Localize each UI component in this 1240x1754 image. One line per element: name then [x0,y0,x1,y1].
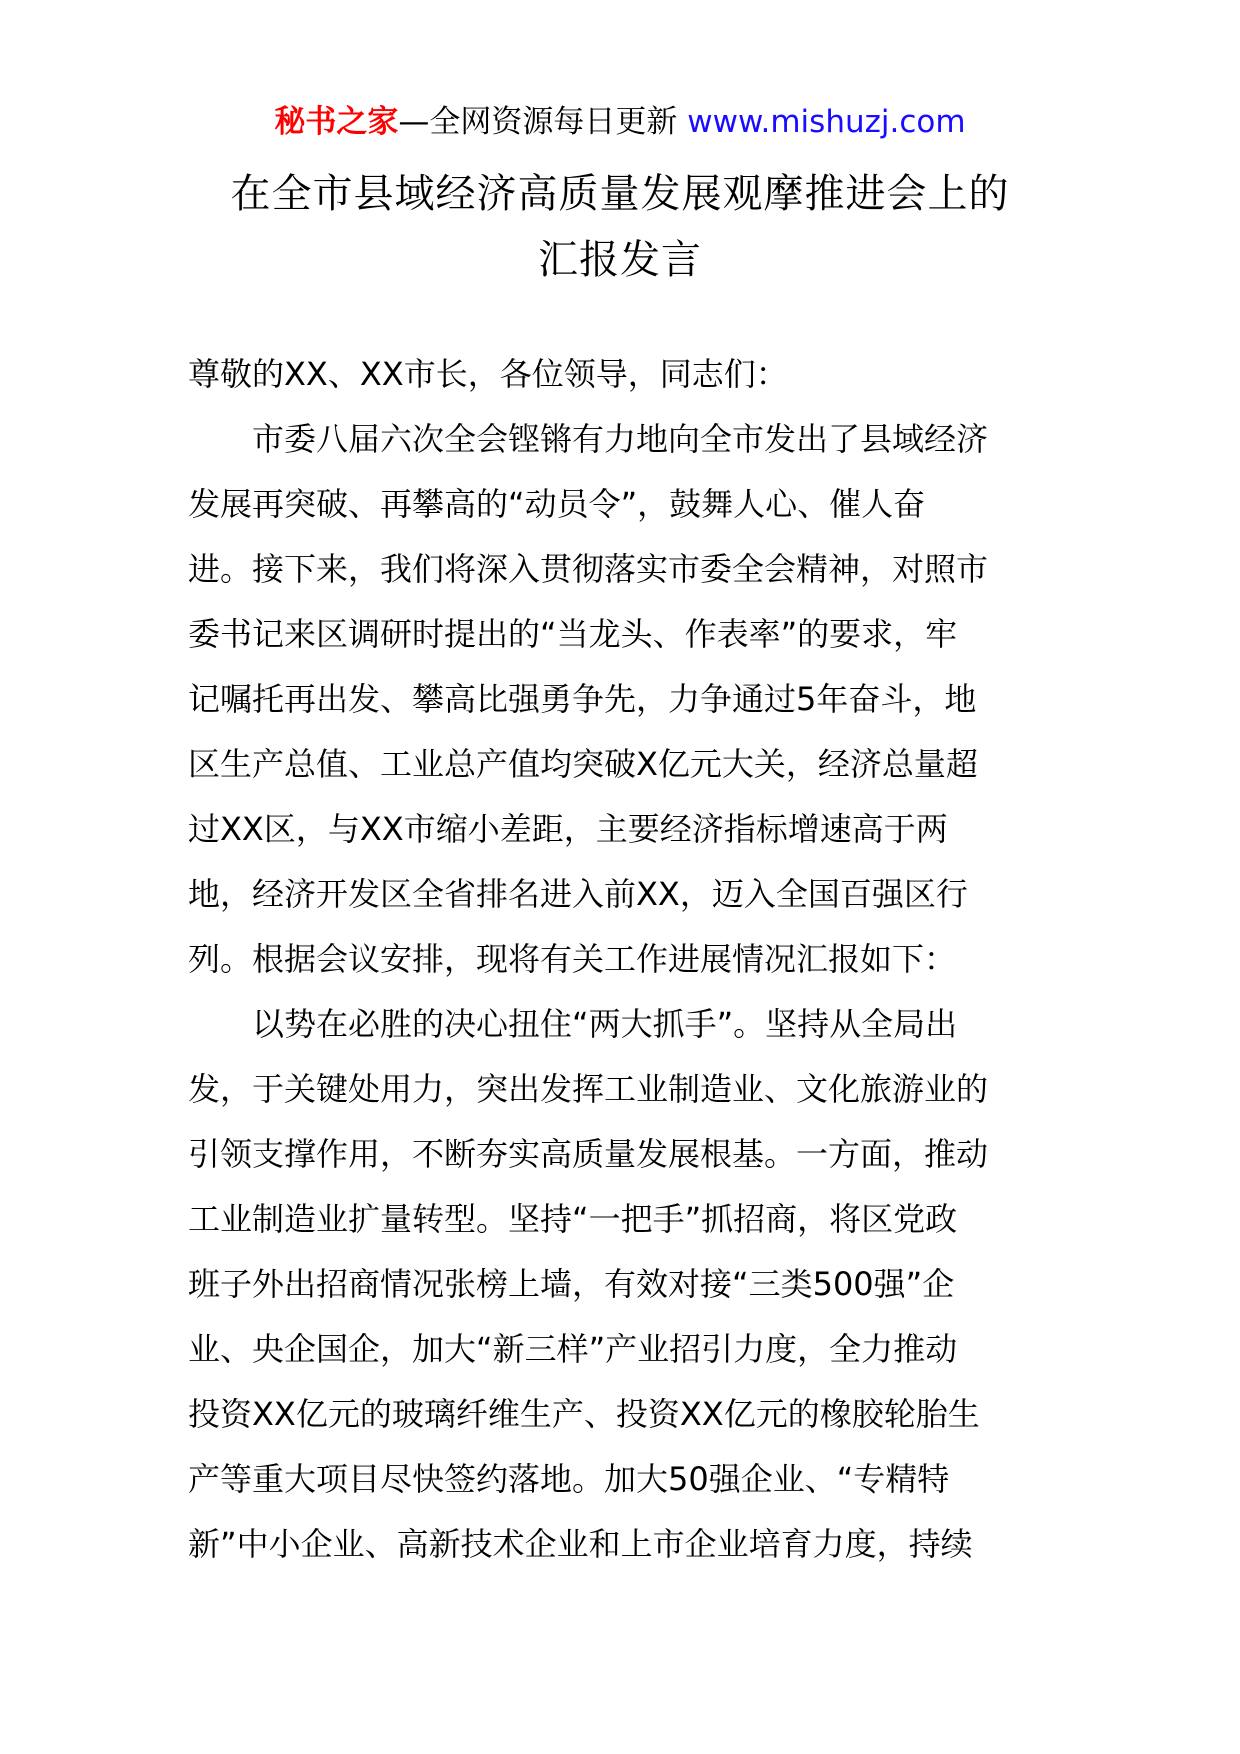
body-line: 班子外出招商情况张榜上墙，有效对接“三类500强”企 [188,1265,955,1303]
body-line: 以势在必胜的决心扭住“两大抓手”。坚持从全局出 [188,1005,958,1043]
body-line: 投资XX亿元的玻璃纤维生产、投资XX亿元的橡胶轮胎生 [188,1395,980,1433]
body-line: 市委八届六次全会铿锵有力地向全市发出了县域经济 [188,420,989,458]
site-header [0,100,1240,144]
body-line: 委书记来区调研时提出的“当龙头、作表率”的要求，牢 [188,615,958,653]
body-line: 列。根据会议安排，现将有关工作进展情况汇报如下： [188,940,957,978]
body-line: 尊敬的XX、XX市长，各位领导，同志们： [188,355,788,393]
body-line: 发，于关键处用力，突出发挥工业制造业、文化旅游业的 [188,1070,989,1108]
body-line: 区生产总值、工业总产值均突破X亿元大关，经济总量超 [188,745,978,783]
brand-url-link[interactable]: www.mishuzj.com [687,104,966,140]
body-line: 引领支撑作用，不断夯实高质量发展根基。一方面，推动 [188,1135,989,1173]
body-line: 过XX区，与XX市缩小差距，主要经济指标增速高于两 [188,810,948,848]
body-line: 记嘱托再出发、攀高比强勇争先，力争通过5年奋斗，地 [188,680,977,718]
body-line: 进。接下来，我们将深入贯彻落实市委全会精神，对照市 [188,550,989,588]
brand-separator: — [398,104,430,140]
document-title-line-2: 汇报发言 [538,237,702,283]
body-line: 发展再突破、再攀高的“动员令”，鼓舞人心、催人奋 [188,485,926,523]
document-title-line-1: 在全市县域经济高质量发展观摩推进会上的 [230,171,1010,217]
body-line: 工业制造业扩量转型。坚持“一把手”抓招商，将区党政 [188,1200,958,1238]
brand-name: 秘书之家 [274,104,399,140]
body-line: 业、央企国企，加大“新三样”产业招引力度，全力推动 [188,1330,958,1368]
body-line: 产等重大项目尽快签约落地。加大50强企业、“专精特 [188,1460,950,1498]
body-line: 地，经济开发区全省排名进入前XX，迈入全国百强区行 [188,875,968,913]
body-line: 新”中小企业、高新技术企业和上市企业培育力度，持续 [188,1525,973,1563]
brand-tagline: 全网资源每日更新 [429,104,678,140]
